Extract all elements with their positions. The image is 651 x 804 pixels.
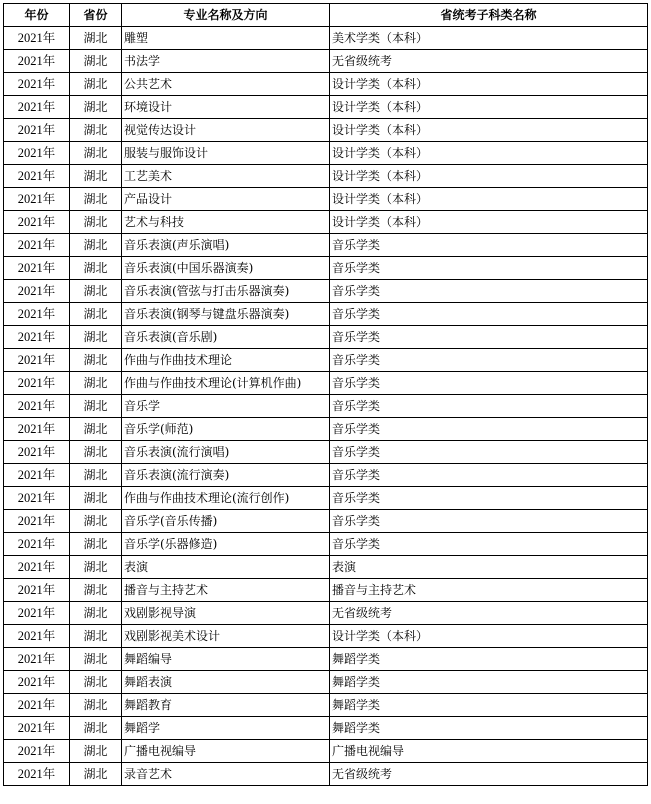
- cell-category: 设计学类（本科）: [330, 96, 648, 119]
- cell-major: 作曲与作曲技术理论(计算机作曲): [122, 372, 330, 395]
- cell-major: 舞蹈学: [122, 717, 330, 740]
- cell-major: 音乐表演(钢琴与键盘乐器演奏): [122, 303, 330, 326]
- cell-category: 设计学类（本科）: [330, 211, 648, 234]
- table-row: [4, 694, 648, 717]
- table-row: [4, 372, 648, 395]
- cell-year: 2021年: [4, 533, 70, 556]
- table-row: [4, 188, 648, 211]
- cell-major: 舞蹈编导: [122, 648, 330, 671]
- cell-year: 2021年: [4, 625, 70, 648]
- cell-category: 音乐学类: [330, 280, 648, 303]
- cell-province: 湖北: [70, 625, 122, 648]
- cell-year: 2021年: [4, 119, 70, 142]
- table-row: [4, 234, 648, 257]
- cell-province: 湖北: [70, 326, 122, 349]
- cell-category: 音乐学类: [330, 395, 648, 418]
- cell-category: 播音与主持艺术: [330, 579, 648, 602]
- cell-category: 音乐学类: [330, 441, 648, 464]
- cell-category: 音乐学类: [330, 372, 648, 395]
- cell-category: 音乐学类: [330, 418, 648, 441]
- cell-major: 产品设计: [122, 188, 330, 211]
- cell-major: 音乐学(师范): [122, 418, 330, 441]
- cell-year: 2021年: [4, 280, 70, 303]
- cell-year: 2021年: [4, 418, 70, 441]
- cell-province: 湖北: [70, 119, 122, 142]
- table-row: [4, 602, 648, 625]
- cell-major: 音乐表演(管弦与打击乐器演奏): [122, 280, 330, 303]
- cell-year: 2021年: [4, 602, 70, 625]
- cell-province: 湖北: [70, 602, 122, 625]
- table-row: [4, 165, 648, 188]
- cell-major: 舞蹈教育: [122, 694, 330, 717]
- cell-category: 舞蹈学类: [330, 671, 648, 694]
- cell-major: 作曲与作曲技术理论: [122, 349, 330, 372]
- cell-province: 湖北: [70, 533, 122, 556]
- cell-year: 2021年: [4, 142, 70, 165]
- cell-category: 设计学类（本科）: [330, 142, 648, 165]
- table-row: [4, 395, 648, 418]
- cell-province: 湖北: [70, 763, 122, 786]
- cell-province: 湖北: [70, 579, 122, 602]
- cell-category: 无省级统考: [330, 763, 648, 786]
- cell-province: 湖北: [70, 303, 122, 326]
- cell-major: 环境设计: [122, 96, 330, 119]
- cell-province: 湖北: [70, 671, 122, 694]
- cell-year: 2021年: [4, 73, 70, 96]
- cell-category: 设计学类（本科）: [330, 625, 648, 648]
- cell-year: 2021年: [4, 510, 70, 533]
- cell-category: 音乐学类: [330, 303, 648, 326]
- table-row: [4, 27, 648, 50]
- table-row: [4, 671, 648, 694]
- cell-province: 湖北: [70, 211, 122, 234]
- table-row: [4, 648, 648, 671]
- cell-major: 舞蹈表演: [122, 671, 330, 694]
- table-row: [4, 418, 648, 441]
- cell-province: 湖北: [70, 648, 122, 671]
- cell-year: 2021年: [4, 717, 70, 740]
- cell-year: 2021年: [4, 326, 70, 349]
- cell-year: 2021年: [4, 234, 70, 257]
- cell-year: 2021年: [4, 165, 70, 188]
- table-row: [4, 211, 648, 234]
- table-row: [4, 119, 648, 142]
- cell-major: 音乐学: [122, 395, 330, 418]
- cell-province: 湖北: [70, 96, 122, 119]
- table-row: [4, 487, 648, 510]
- cell-year: 2021年: [4, 50, 70, 73]
- cell-category: 音乐学类: [330, 487, 648, 510]
- cell-category: 设计学类（本科）: [330, 165, 648, 188]
- cell-year: 2021年: [4, 464, 70, 487]
- table-row: [4, 556, 648, 579]
- cell-category: 舞蹈学类: [330, 717, 648, 740]
- cell-category: 广播电视编导: [330, 740, 648, 763]
- table-body: [4, 27, 648, 786]
- cell-year: 2021年: [4, 27, 70, 50]
- header-category: 省统考子科类名称: [330, 4, 648, 27]
- cell-year: 2021年: [4, 257, 70, 280]
- cell-province: 湖北: [70, 441, 122, 464]
- table-row: [4, 303, 648, 326]
- cell-year: 2021年: [4, 763, 70, 786]
- cell-province: 湖北: [70, 510, 122, 533]
- table-row: [4, 349, 648, 372]
- cell-year: 2021年: [4, 740, 70, 763]
- cell-major: 录音艺术: [122, 763, 330, 786]
- header-row: [4, 4, 648, 27]
- table-row: [4, 464, 648, 487]
- cell-year: 2021年: [4, 96, 70, 119]
- cell-province: 湖北: [70, 418, 122, 441]
- table-row: [4, 717, 648, 740]
- table-row: [4, 579, 648, 602]
- cell-province: 湖北: [70, 556, 122, 579]
- cell-year: 2021年: [4, 556, 70, 579]
- cell-major: 播音与主持艺术: [122, 579, 330, 602]
- cell-year: 2021年: [4, 694, 70, 717]
- cell-year: 2021年: [4, 349, 70, 372]
- table-row: [4, 510, 648, 533]
- cell-major: 艺术与科技: [122, 211, 330, 234]
- cell-major: 音乐学(乐器修造): [122, 533, 330, 556]
- table-row: [4, 280, 648, 303]
- cell-major: 音乐表演(音乐剧): [122, 326, 330, 349]
- cell-category: 音乐学类: [330, 349, 648, 372]
- cell-major: 戏剧影视导演: [122, 602, 330, 625]
- cell-major: 音乐表演(中国乐器演奏): [122, 257, 330, 280]
- cell-province: 湖北: [70, 27, 122, 50]
- table-header: [4, 4, 648, 27]
- cell-year: 2021年: [4, 372, 70, 395]
- cell-category: 舞蹈学类: [330, 648, 648, 671]
- cell-province: 湖北: [70, 487, 122, 510]
- cell-province: 湖北: [70, 717, 122, 740]
- cell-major: 音乐表演(流行演奏): [122, 464, 330, 487]
- table-row: [4, 740, 648, 763]
- cell-major: 服装与服饰设计: [122, 142, 330, 165]
- cell-province: 湖北: [70, 142, 122, 165]
- cell-province: 湖北: [70, 73, 122, 96]
- cell-category: 音乐学类: [330, 464, 648, 487]
- cell-province: 湖北: [70, 165, 122, 188]
- cell-province: 湖北: [70, 395, 122, 418]
- cell-year: 2021年: [4, 395, 70, 418]
- cell-year: 2021年: [4, 579, 70, 602]
- cell-category: 无省级统考: [330, 50, 648, 73]
- cell-major: 戏剧影视美术设计: [122, 625, 330, 648]
- table-row: [4, 533, 648, 556]
- table-row: [4, 50, 648, 73]
- cell-province: 湖北: [70, 280, 122, 303]
- cell-province: 湖北: [70, 349, 122, 372]
- cell-major: 音乐表演(声乐演唱): [122, 234, 330, 257]
- cell-category: 音乐学类: [330, 257, 648, 280]
- cell-province: 湖北: [70, 464, 122, 487]
- cell-category: 音乐学类: [330, 234, 648, 257]
- cell-major: 音乐学(音乐传播): [122, 510, 330, 533]
- cell-province: 湖北: [70, 234, 122, 257]
- cell-category: 舞蹈学类: [330, 694, 648, 717]
- table-row: [4, 142, 648, 165]
- cell-major: 表演: [122, 556, 330, 579]
- cell-year: 2021年: [4, 487, 70, 510]
- cell-category: 音乐学类: [330, 533, 648, 556]
- majors-table-container: [3, 3, 647, 786]
- cell-province: 湖北: [70, 372, 122, 395]
- cell-province: 湖北: [70, 694, 122, 717]
- header-year: 年份: [4, 4, 70, 27]
- cell-province: 湖北: [70, 50, 122, 73]
- cell-category: 音乐学类: [330, 326, 648, 349]
- table-row: [4, 326, 648, 349]
- table-row: [4, 96, 648, 119]
- cell-major: 工艺美术: [122, 165, 330, 188]
- table-row: [4, 257, 648, 280]
- cell-year: 2021年: [4, 211, 70, 234]
- table-row: [4, 441, 648, 464]
- table-row: [4, 763, 648, 786]
- cell-year: 2021年: [4, 303, 70, 326]
- table-row: [4, 73, 648, 96]
- table-row: [4, 625, 648, 648]
- header-major: 专业名称及方向: [122, 4, 330, 27]
- majors-table: [3, 3, 648, 786]
- cell-category: 美术学类（本科）: [330, 27, 648, 50]
- cell-category: 设计学类（本科）: [330, 119, 648, 142]
- cell-year: 2021年: [4, 648, 70, 671]
- cell-major: 书法学: [122, 50, 330, 73]
- cell-year: 2021年: [4, 188, 70, 211]
- cell-major: 视觉传达设计: [122, 119, 330, 142]
- cell-major: 广播电视编导: [122, 740, 330, 763]
- header-province: 省份: [70, 4, 122, 27]
- cell-category: 设计学类（本科）: [330, 73, 648, 96]
- cell-year: 2021年: [4, 671, 70, 694]
- cell-category: 表演: [330, 556, 648, 579]
- cell-category: 设计学类（本科）: [330, 188, 648, 211]
- cell-province: 湖北: [70, 257, 122, 280]
- cell-major: 音乐表演(流行演唱): [122, 441, 330, 464]
- cell-major: 作曲与作曲技术理论(流行创作): [122, 487, 330, 510]
- cell-major: 雕塑: [122, 27, 330, 50]
- cell-category: 音乐学类: [330, 510, 648, 533]
- cell-province: 湖北: [70, 188, 122, 211]
- cell-category: 无省级统考: [330, 602, 648, 625]
- cell-province: 湖北: [70, 740, 122, 763]
- cell-major: 公共艺术: [122, 73, 330, 96]
- cell-year: 2021年: [4, 441, 70, 464]
